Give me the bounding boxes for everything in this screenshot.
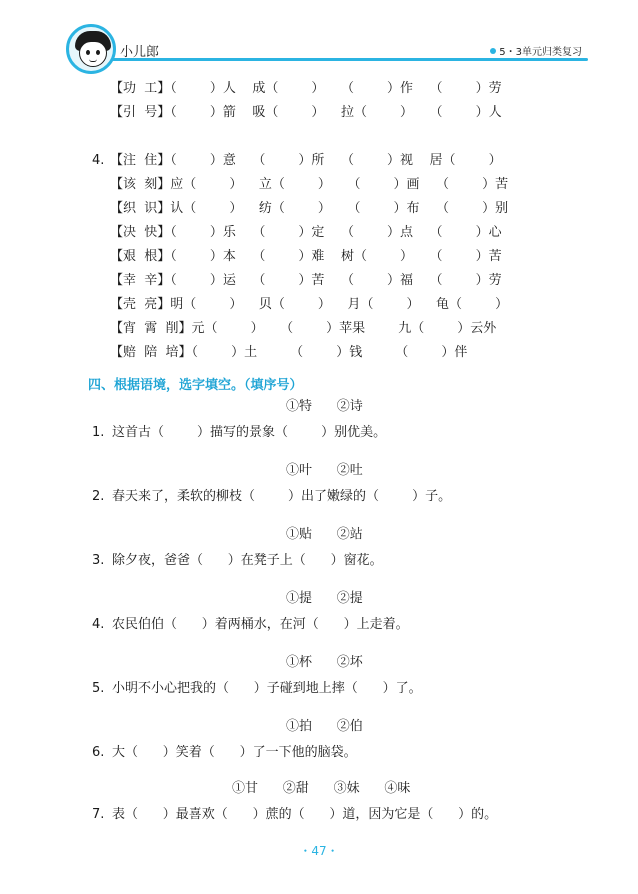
q1-text: 这首古（ ）描写的景象（ ）别优美。 [112, 425, 387, 440]
q1-number: 1. [92, 425, 105, 440]
q3-number: 3. [92, 553, 105, 568]
q4-number: 4. [92, 617, 105, 632]
q2-text: 春天来了，柔软的柳枝（ ）出了嫩绿的（ ）子。 [112, 489, 452, 504]
group4-row-2: 【该 刻】应（ ） 立（ ） （ ）画 （ ）苦 [110, 177, 509, 192]
q7-text: 表（ ）最喜欢（ ）蔗的（ ）道，因为它是（ ）的。 [112, 807, 498, 822]
header-rule [112, 58, 588, 61]
section-label [490, 43, 582, 58]
group4-row-5: 【艰 根】（ ）本 （ ）难 树（ ） （ ）苦 [110, 249, 502, 264]
page-number: ・47・ [299, 844, 339, 858]
group4-row-3: 【织 识】认（ ） 纺（ ） （ ）布 （ ）别 [110, 201, 509, 216]
q2-number: 2. [92, 489, 105, 504]
q3-text: 除夕夜，爸爸（ ）在凳子上（ ）窗花。 [112, 553, 383, 568]
group4-row-8: 【宵 霄 削】元（ ） （ ）苹果 九（ ）云外 [110, 321, 497, 336]
group4-number: 4. [92, 153, 105, 168]
q5-options: ①杯 ②坏 [286, 655, 363, 670]
group4-row-4: 【决 快】（ ）乐 （ ）定 （ ）点 （ ）心 [110, 225, 502, 240]
group4-row-7: 【壳 亮】明（ ） 贝（ ） 月（ ） 龟（ ） [110, 297, 509, 312]
word-row-2: 【引 号】（ ）箭 吸（ ） 拉（ ） （ ）人 [110, 105, 502, 120]
section-four-title: 四、根据语境，选字填空。（填序号） [88, 378, 303, 393]
q1-options: ①特 ②诗 [286, 399, 363, 414]
q6-options: ①拍 ②伯 [286, 719, 363, 734]
word-row-1: 【功 工】（ ）人 成（ ） （ ）作 （ ）劳 [110, 81, 502, 96]
page-header [0, 0, 638, 80]
q4-options: ①提 ②提 [286, 591, 363, 606]
q5-number: 5. [92, 681, 105, 696]
q4-text: 农民伯伯（ ）着两桶水，在河（ ）上走着。 [112, 617, 409, 632]
q7-number: 7. [92, 807, 105, 822]
group4-row-6: 【幸 辛】（ ）运 （ ）苦 （ ）福 （ ）劳 [110, 273, 502, 288]
group4-row-1: 【注 住】（ ）意 （ ）所 （ ）视 居（ ） [110, 153, 502, 168]
mascot-boy-icon [66, 24, 116, 74]
q3-options: ①贴 ②站 [286, 527, 363, 542]
q6-text: 大（ ）笑着（ ）了一下他的脑袋。 [112, 745, 357, 760]
bullet-dot-icon [490, 48, 496, 54]
q2-options: ①叶 ②吐 [286, 463, 363, 478]
q7-options: ①甘 ②甜 ③妹 ④味 [232, 781, 411, 796]
q6-number: 6. [92, 745, 105, 760]
q5-text: 小明不小心把我的（ ）子碰到地上摔（ ）了。 [112, 681, 422, 696]
section-label-text: 5・3单元归类复习 [499, 47, 582, 58]
brand-title: 小儿郎 [120, 45, 160, 60]
group4-row-9: 【赔 陪 培】（ ）土 （ ）钱 （ ）伴 [110, 345, 468, 360]
